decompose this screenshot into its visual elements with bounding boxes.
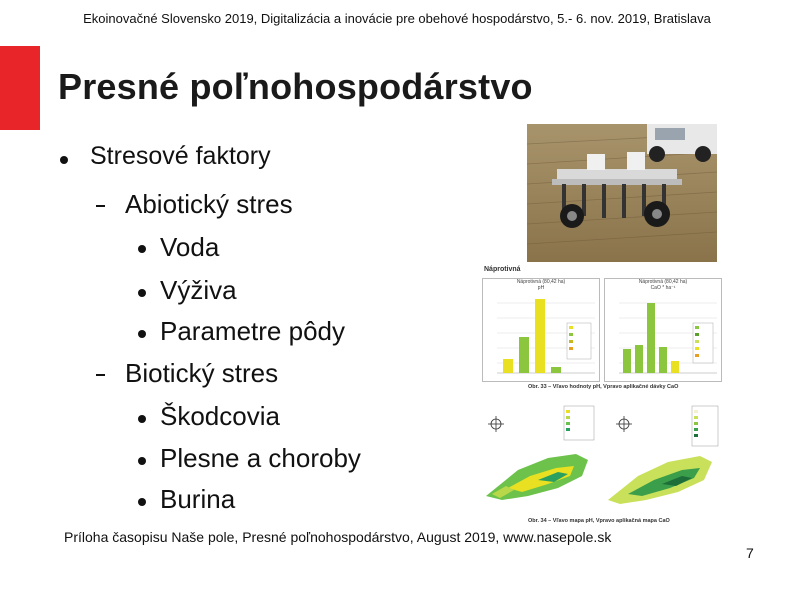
- bullet-weeds: Burina: [160, 484, 236, 514]
- ph-maps: [478, 396, 722, 522]
- chart-right-subtitle: CaO * ha⁻¹: [650, 285, 676, 291]
- chart-right-title: Náprotivná (80,42 ha): [638, 279, 688, 285]
- bullet-dot: [138, 330, 146, 338]
- bullet-stress-factors: Stresové faktory: [90, 142, 271, 170]
- bullet-soil-params: Parametre pôdy: [160, 316, 345, 346]
- cao-bar-chart: [604, 278, 722, 382]
- soil-ph-figure: [478, 264, 722, 530]
- slide-header: Ekoinovačné Slovensko 2019, Digitalizácia a inovácie pre obehové hospodárstvo, 5.- 6. nov. 2019, Bratislava: [83, 11, 711, 26]
- chart-left-subtitle: pH: [537, 285, 545, 291]
- accent-bar: [0, 46, 40, 130]
- figure-caption-bottom: Obr. 34 – Vľavo mapa pH, Vpravo aplikačná mapa CaO: [528, 518, 670, 524]
- bullet-dot: [138, 289, 146, 297]
- bullet-dash: [96, 205, 105, 207]
- bullet-dot: [60, 156, 68, 164]
- ph-bar-chart: [482, 278, 600, 382]
- bullet-molds: Plesne a choroby: [160, 443, 361, 473]
- figure-caption-top: Obr. 33 – Vľavo hodnoty pH, Vpravo aplikačné dávky CaO: [528, 384, 679, 390]
- slide-title: Presné poľnohospodárstvo: [58, 66, 533, 107]
- page-number: 7: [746, 545, 754, 561]
- source-footer: Príloha časopisu Naše pole, Presné poľnohospodárstvo, August 2019, www.nasepole.sk: [64, 529, 612, 545]
- bullet-abiotic: Abiotický stres: [125, 189, 293, 219]
- bullet-water: Voda: [160, 232, 220, 262]
- field-machinery-photo: [527, 124, 717, 262]
- bullet-nutrition: Výživa: [160, 275, 237, 305]
- bullet-dot: [138, 245, 146, 253]
- bullet-dot: [138, 457, 146, 465]
- chart-left-title: Náprotivná (80,42 ha): [516, 279, 566, 285]
- bullet-pests: Škodcovia: [160, 401, 280, 431]
- bullet-biotic: Biotický stres: [125, 358, 279, 388]
- bullet-dash: [96, 374, 105, 376]
- bullet-dot: [138, 498, 146, 506]
- bullet-dot: [138, 415, 146, 423]
- figure-heading: Náprotivná: [484, 266, 521, 273]
